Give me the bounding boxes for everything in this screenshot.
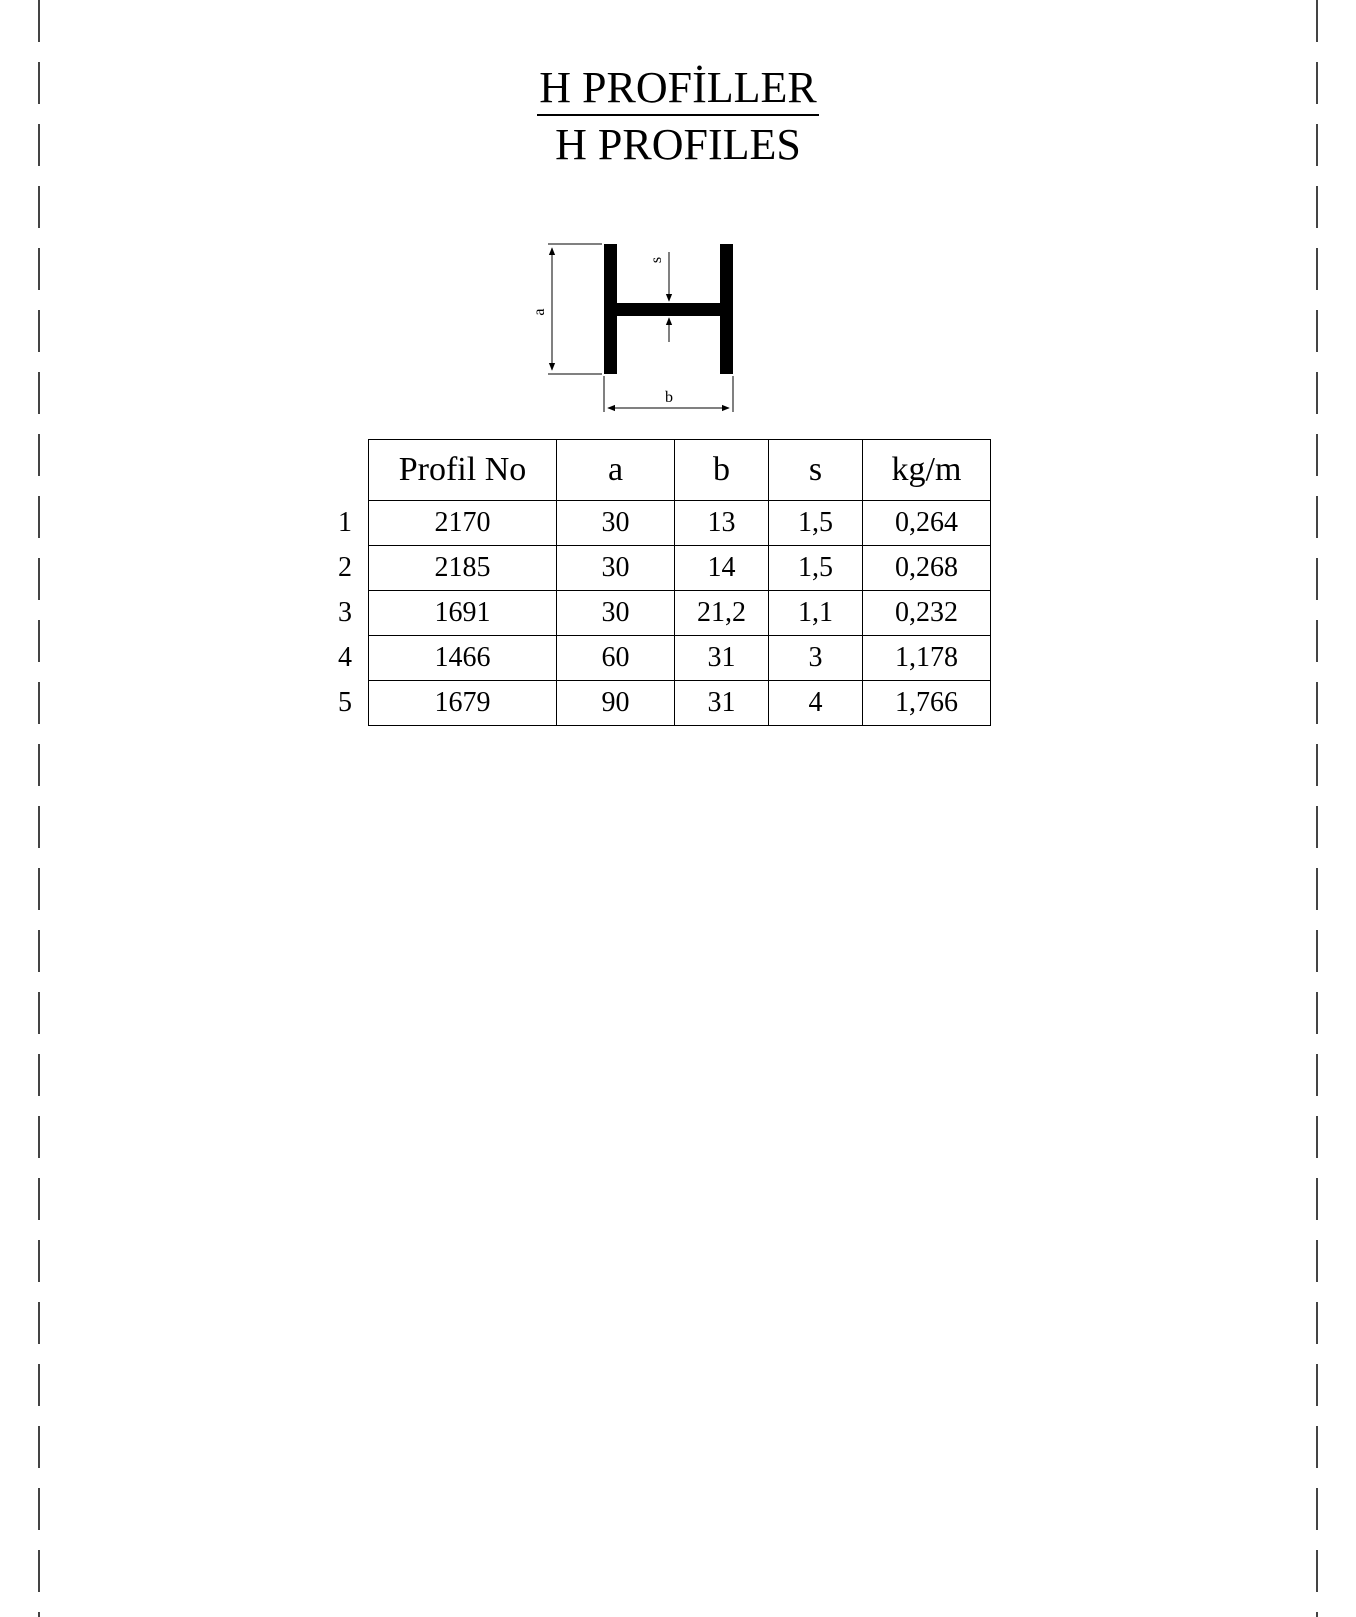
row-number: 1 xyxy=(338,507,352,538)
cell-b: 14 xyxy=(675,546,769,591)
table-row xyxy=(369,591,991,636)
cell-profil-no: 1691 xyxy=(369,591,557,636)
cell-a: 30 xyxy=(557,546,675,591)
cell-profil-no: 1679 xyxy=(369,681,557,726)
left-margin-dashed-line xyxy=(38,0,40,1617)
cell-profil-no: 1466 xyxy=(369,636,557,681)
row-number: 3 xyxy=(338,597,352,628)
header-a: a xyxy=(557,440,675,501)
cell-kg-m: 0,268 xyxy=(863,546,991,591)
title-block xyxy=(0,62,1356,172)
row-number: 2 xyxy=(338,552,352,583)
cell-a: 90 xyxy=(557,681,675,726)
title-english: H PROFILES xyxy=(555,120,801,169)
cell-a: 30 xyxy=(557,591,675,636)
table-row xyxy=(369,501,991,546)
h-profiles-table xyxy=(368,439,991,726)
h-left-flange xyxy=(604,244,617,374)
cell-s: 1,5 xyxy=(769,546,863,591)
row-number: 4 xyxy=(338,642,352,673)
header-s: s xyxy=(769,440,863,501)
cell-b: 31 xyxy=(675,681,769,726)
dim-s-label: s xyxy=(648,256,665,264)
dim-a-label: a xyxy=(531,308,548,316)
table-header-row xyxy=(369,440,991,501)
row-number: 5 xyxy=(338,687,352,718)
cell-a: 30 xyxy=(557,501,675,546)
cell-kg-m: 1,766 xyxy=(863,681,991,726)
table-row xyxy=(369,681,991,726)
cell-b: 31 xyxy=(675,636,769,681)
right-margin-dashed-line xyxy=(1316,0,1318,1617)
cell-s: 3 xyxy=(769,636,863,681)
cell-s: 1,5 xyxy=(769,501,863,546)
header-profil-no: Profil No xyxy=(369,440,557,501)
cell-b: 21,2 xyxy=(675,591,769,636)
h-right-flange xyxy=(720,244,733,374)
cell-s: 1,1 xyxy=(769,591,863,636)
h-profile-diagram xyxy=(520,232,750,422)
cell-s: 4 xyxy=(769,681,863,726)
title-turkish: H PROFİLLER xyxy=(537,62,818,116)
row-number-column xyxy=(330,500,360,725)
header-kg-m: kg/m xyxy=(863,440,991,501)
table-row xyxy=(369,636,991,681)
cell-kg-m: 0,232 xyxy=(863,591,991,636)
cell-kg-m: 0,264 xyxy=(863,501,991,546)
cell-kg-m: 1,178 xyxy=(863,636,991,681)
h-web xyxy=(617,303,720,316)
cell-profil-no: 2170 xyxy=(369,501,557,546)
header-b: b xyxy=(675,440,769,501)
cell-b: 13 xyxy=(675,501,769,546)
dim-b-label: b xyxy=(665,389,673,406)
cell-a: 60 xyxy=(557,636,675,681)
table-row xyxy=(369,546,991,591)
cell-profil-no: 2185 xyxy=(369,546,557,591)
